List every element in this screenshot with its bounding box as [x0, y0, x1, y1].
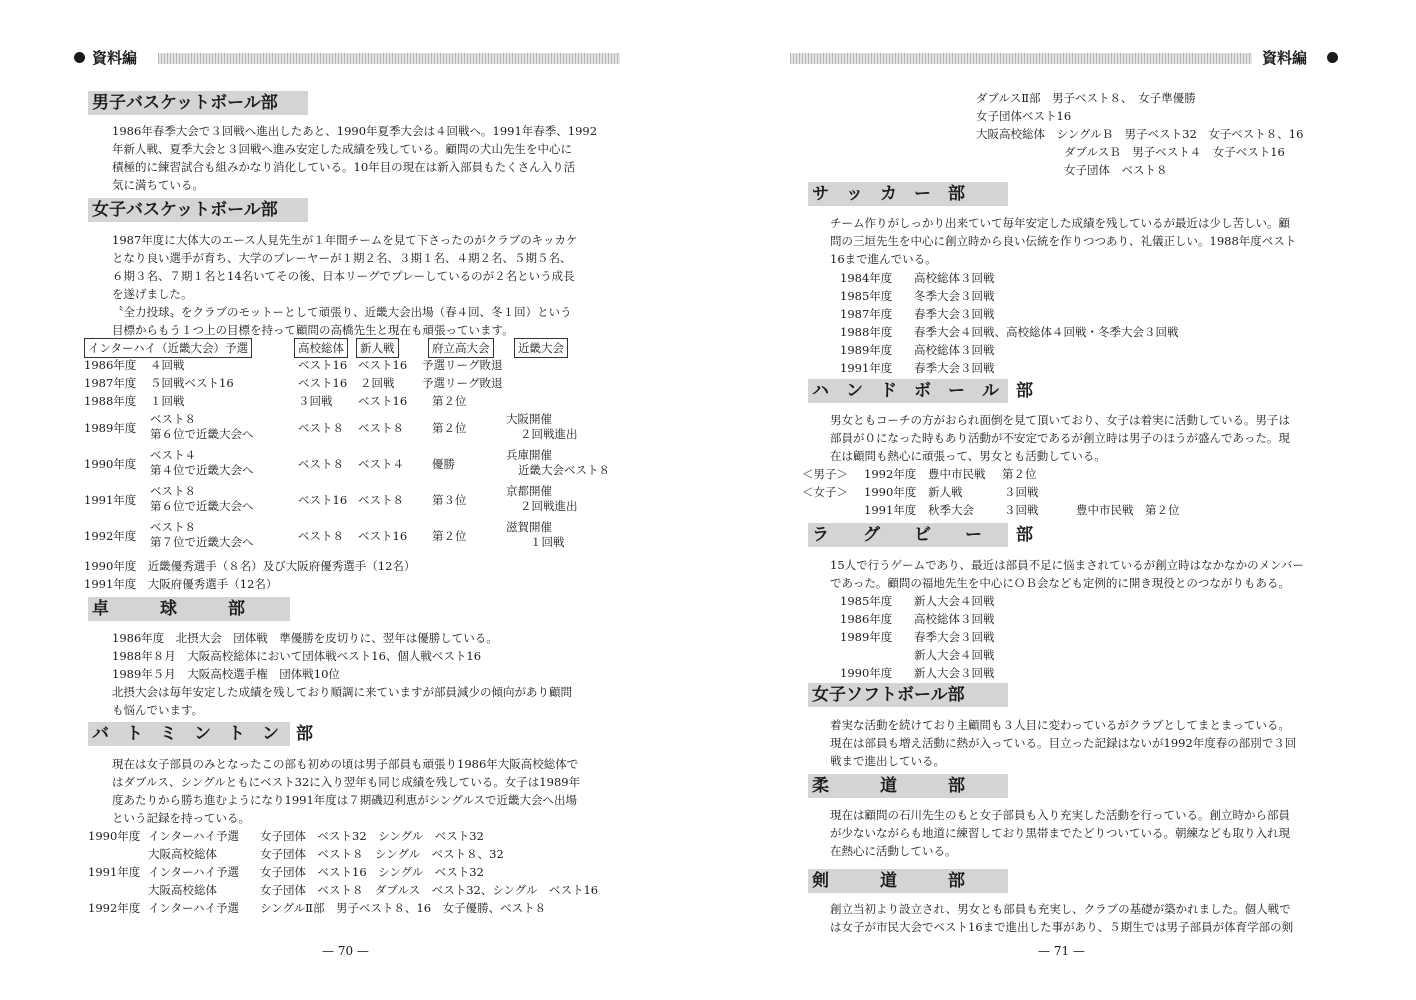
table-row [840, 593, 1320, 611]
award-line: 1991年度 大阪府優秀選手（12名） [84, 577, 278, 591]
cell-kinki: ２回戦進出 [520, 427, 578, 441]
cell-event: 新人戦 [928, 485, 963, 499]
cell-year: 1989年度 [84, 421, 137, 435]
cell-furitsu: 予選リーグ敗退 [422, 358, 503, 372]
cell-event: インターハイ予選 [148, 901, 239, 915]
header-rule [790, 53, 1252, 64]
text-line: 1986年春季大会で３回戦へ進出したあと、1990年夏季大会は４回戦へ。1991年春季、1992 [112, 124, 598, 138]
cell-gender: ＜男子＞ [802, 467, 848, 481]
text-line: という記録を持っている。 [112, 811, 250, 825]
cell-soutai: ベスト16 [298, 493, 348, 507]
header-soutai: 高校総体 [294, 338, 348, 358]
left-page-number: — 70 — [322, 944, 369, 958]
cell-result: 春季大会４回戦、高校総体４回戦・冬季大会３回戦 [914, 325, 1179, 339]
basket-women-table [84, 357, 624, 555]
cell-soutai: ベスト８ [298, 529, 344, 543]
cell-year: 1991年度 [84, 493, 137, 507]
table-row [84, 393, 624, 411]
cell-year: 1992年度 [864, 467, 917, 481]
cell-result: 新人大会４回戦 [914, 648, 995, 662]
table-row [840, 288, 1320, 306]
text-line: 着実な活動を続けており主顧問も３人目に変わっているがクラブとしてまとまっている。 [830, 718, 1290, 732]
text-line: 1986年度 北摂大会 団体戦 準優勝を皮切りに、翌年は優勝している。 [112, 631, 498, 645]
section-title-kendo: 剣 道 部 [808, 869, 1008, 893]
cell-kinki: 近畿大会ベスト８ [518, 463, 610, 477]
cell-result: 高校総体３回戦 [914, 343, 995, 357]
cell-inter: 第６位で近畿大会へ [150, 499, 254, 513]
table-row [84, 519, 624, 555]
cell-kinki: 兵庫開催 [506, 448, 552, 462]
cell-soutai: ３回戦 [298, 394, 333, 408]
text-line: も悩んでいます。 [112, 703, 204, 717]
text-line: であった。顧問の福地先生を中心にＯＢ会なども定例的に開き現役とのつながりもある。 [830, 576, 1290, 590]
section-title-basket-men: 男子バスケットボール部 [88, 91, 308, 115]
cell-event: 秋季大会 [928, 503, 974, 517]
table-row [840, 629, 1320, 647]
cell-result: 女子団体 ベスト16 シングル ベスト32 [260, 865, 484, 879]
text-line: 女子団体ベスト16 [976, 109, 1072, 123]
table-row [802, 484, 1322, 502]
table-row [840, 647, 1320, 665]
section-title-rugby: ラ グ ビ ー 部 [808, 523, 1008, 547]
cell-soutai: ベスト８ [298, 457, 344, 471]
text-line: ６期３名、７期１名と14名いてその後、日本リーグでプレーしているのが２名という成長 [112, 269, 575, 283]
cell-year: 1986年度 [84, 358, 137, 372]
cell-result: 高校総体３回戦 [914, 612, 995, 626]
text-line: 現在は女子部員のみとなったこの部も初めの頃は男子部員も頑張り1986年大阪高校総体で [112, 757, 579, 771]
table-row [840, 360, 1320, 378]
cell-inter: １回戦 [150, 394, 185, 408]
cell-furitsu: 第２位 [432, 421, 467, 435]
text-line: 度あたりから勝ち進むようになり1991年度は７期磯辺利恵がシングルスで近畿大会へ出場 [112, 793, 578, 807]
section-title-soccer: サ ッ カ ー 部 [808, 182, 1008, 206]
soccer-text [830, 214, 1296, 268]
judo-text [830, 806, 1290, 860]
badminton-records [88, 828, 628, 918]
cell-furitsu: 予選リーグ敗退 [422, 376, 503, 390]
table-row [88, 882, 628, 900]
cell-gender: ＜女子＞ [802, 485, 848, 499]
cell-year: 1984年度 [840, 271, 893, 285]
cell-year: 1991年度 [88, 865, 141, 879]
cell-furitsu: 優勝 [432, 457, 455, 471]
right-page [708, 0, 1416, 1000]
table-row [88, 828, 628, 846]
cell-kinki: ２回戦進出 [520, 499, 578, 513]
cell-event: インターハイ予選 [148, 865, 239, 879]
cell-kinki: 滋賀開催 [506, 520, 552, 534]
basket-women-awards [84, 557, 415, 593]
cell-event: 大阪高校総体 [148, 847, 217, 861]
section-title-judo: 柔 道 部 [808, 774, 1008, 798]
text-line: となり良い選手が育ち、大学のプレーヤーが１期２名、３期１名、４期２名、５期５名、 [112, 251, 572, 265]
cell-shinjin: ベスト８ [358, 421, 404, 435]
table-tennis-text [112, 629, 572, 719]
cell-furitsu: 第２位 [432, 529, 467, 543]
text-line: 1987年度に大体大のエース人見先生が１年間チームを見て下さったのがクラブのキッカケ [112, 233, 578, 247]
cell-shinjin: ベスト４ [358, 457, 404, 471]
cell-kinki: 大阪開催 [506, 412, 552, 426]
section-title-handball: ハ ン ド ボ ー ル 部 [808, 379, 1008, 403]
cell-result: 春季大会３回戦 [914, 630, 995, 644]
cell-result: 女子団体 ベスト32 シングル ベスト32 [260, 829, 484, 843]
cell-event: 豊中市民戦 [928, 467, 986, 481]
cell-kinki: １回戦 [530, 535, 565, 549]
text-line: 〝全力投球〟をクラブのモットーとして頑張り、近畿大会出場（春４回、冬１回）という [112, 305, 572, 319]
basket-men-text [112, 122, 597, 194]
table-row [84, 447, 624, 483]
cell-year: 1985年度 [840, 289, 893, 303]
text-line: 北摂大会は毎年安定した成績を残しており順調に来ていますが部員減少の傾向があり顧問 [112, 685, 572, 699]
badminton-text [112, 755, 580, 827]
cell-inter: ベスト８ [150, 484, 196, 498]
cell-year: 1987年度 [840, 307, 893, 321]
right-header [790, 47, 1338, 69]
cell-event: 大阪高校総体 [148, 883, 217, 897]
header-furitsu: 府立高大会 [428, 338, 494, 358]
table-row [84, 375, 624, 393]
cell-shinjin: ベスト８ [358, 493, 404, 507]
text-line: 在は顧問も熱心に頑張って、男女とも活動している。 [830, 449, 1106, 463]
header-bullet-icon [74, 52, 85, 63]
cell-result: 新人大会３回戦 [914, 666, 995, 680]
award-line: 1990年度 近畿優秀選手（８名）及び大阪府優秀選手（12名） [84, 559, 416, 573]
cell-year: 1987年度 [84, 376, 137, 390]
cell-inter: 第６位で近畿大会へ [150, 427, 254, 441]
header-bullet-icon [1327, 52, 1338, 63]
text-line: が少ないながらも地道に練習しており黒帯までたどりついている。朝練なども取り入れ現 [830, 826, 1290, 840]
cell-shinjin: ２回戦 [360, 376, 395, 390]
header-rule [158, 53, 620, 64]
basket-women-text [112, 231, 577, 339]
section-title-softball: 女子ソフトボール部 [808, 683, 1008, 707]
handball-text [830, 411, 1290, 465]
cell-furitsu: 第３位 [432, 493, 467, 507]
cell-year: 1985年度 [840, 594, 893, 608]
table-row [840, 324, 1320, 342]
cell-year: 1991年度 [864, 503, 917, 517]
soccer-records [840, 270, 1320, 378]
cell-year: 1988年度 [840, 325, 893, 339]
handball-records [802, 466, 1322, 520]
table-row [84, 357, 624, 375]
cell-year: 1986年度 [840, 612, 893, 626]
cell-year: 1989年度 [840, 630, 893, 644]
text-line: 15人で行うゲームであり、最近は部員不足に悩まされているが創立時はなかなかのメンバー [830, 558, 1304, 572]
text-line: 16まで進んでいる。 [830, 252, 937, 266]
text-line: ダブルスＢ 男子ベスト４ 女子ベスト16 [1064, 145, 1285, 159]
cell-inter: 第４位で近畿大会へ [150, 463, 254, 477]
header-shinjin: 新人戦 [356, 338, 399, 358]
cell-result: ３回戦 [1004, 485, 1039, 499]
cell-inter: ４回戦 [150, 358, 185, 372]
table-row [840, 270, 1320, 288]
section-title-table-tennis: 卓 球 部 [88, 597, 290, 621]
kendo-text [830, 900, 1293, 936]
cell-soutai: ベスト16 [298, 376, 348, 390]
rugby-records [840, 593, 1320, 683]
text-line: 在熱心に活動している。 [830, 844, 957, 858]
table-row [840, 611, 1320, 629]
text-line: チーム作りがしっかり出来ていて毎年安定した成績を残しているが最近は少し苦しい。顧 [830, 216, 1290, 230]
text-line: 目標からもう１つ上の目標を持って顧問の高橋先生と現在も頑張っています。 [112, 323, 514, 337]
section-title-basket-women: 女子バスケットボール部 [88, 198, 308, 222]
table-row [88, 900, 628, 918]
cell-result: シングルⅡ部 男子ベスト８、16 女子優勝、ベスト８ [260, 901, 547, 915]
cell-year: 1992年度 [88, 901, 141, 915]
text-line: 部員が０になった時もあり活動が不安定であるが創立時は男子のほうが盛んであった。現 [830, 431, 1290, 445]
cell-year: 1991年度 [840, 361, 893, 375]
cell-result: 新人大会４回戦 [914, 594, 995, 608]
cell-result: 女子団体 ベスト８ シングル ベスト８、32 [260, 847, 504, 861]
text-line: 1989年５月 大阪高校選手権 団体戦10位 [112, 667, 340, 681]
table-row [840, 665, 1320, 683]
text-line: 現在は部員も増え活動に熱が入っている。目立った記録はないが1992年度春の部別で３回 [830, 736, 1297, 750]
table-row [84, 483, 624, 519]
cell-shinjin: ベスト16 [358, 529, 408, 543]
cell-year: 1992年度 [84, 529, 137, 543]
cell-year: 1990年度 [88, 829, 141, 843]
cell-result: 女子団体 ベスト８ ダブルス ベスト32、シングル ベスト16 [260, 883, 599, 897]
cell-kinki: 京都開催 [506, 484, 552, 498]
text-line: 創立当初より設立され、男女とも部員も充実し、クラブの基礎が築かれました。個人戦で [830, 902, 1291, 916]
text-line: を遂げました。 [112, 287, 193, 301]
left-header [74, 47, 620, 69]
cell-furitsu: 第２位 [432, 394, 467, 408]
continued-records [976, 89, 1303, 179]
text-line: 戦まで進出している。 [830, 754, 945, 768]
cell-result: 高校総体３回戦 [914, 271, 995, 285]
text-line: はダブルス、シングルともにベスト32に入り翌年も同じ成績を残している。女子は1989年 [112, 775, 581, 789]
cell-result: 春季大会３回戦 [914, 361, 995, 375]
table-row [840, 342, 1320, 360]
text-line: 問の三垣先生を中心に創立時から良い伝統を作りつつあり、礼儀正しい。1988年度ベスト [830, 234, 1297, 248]
cell-year: 1990年度 [864, 485, 917, 499]
table-row [802, 502, 1322, 520]
text-line: 積極的に練習試合も組みかなり消化している。10年目の現在は新入部員もたくさん入り活 [112, 160, 576, 174]
cell-soutai: ベスト16 [298, 358, 348, 372]
cell-result: ３回戦 [1004, 503, 1039, 517]
text-line: は女子が市民大会でベスト16まで進出した事があり、５期生では男子部員が体育学部の剣 [830, 920, 1294, 934]
left-header-label: 資料編 [92, 49, 138, 67]
softball-text [830, 716, 1296, 770]
cell-inter: 第７位で近畿大会へ [150, 535, 254, 549]
cell-result: 第２位 [1002, 467, 1037, 481]
text-line: 大阪高校総体 シングルＢ 男子ベスト32 女子ベスト８、16 [976, 127, 1304, 141]
cell-inter: ５回戦ベスト16 [150, 376, 234, 390]
cell-year: 1989年度 [840, 343, 893, 357]
cell-year: 1988年度 [84, 394, 137, 408]
cell-extra: 豊中市民戦 第２位 [1076, 503, 1180, 517]
header-kinki: 近畿大会 [514, 338, 568, 358]
table-row [840, 306, 1320, 324]
text-line: 男女ともコーチの方がおられ面倒を見て頂いており、女子は着実に活動している。男子は [830, 413, 1290, 427]
text-line: ダブルスⅡ部 男子ベスト８、 女子準優勝 [976, 91, 1196, 105]
header-inter-high: インターハイ（近畿大会）予選 [84, 338, 252, 358]
table-row [802, 466, 1322, 484]
rugby-text [830, 556, 1304, 592]
cell-year: 1990年度 [840, 666, 893, 680]
cell-shinjin: ベスト16 [358, 394, 408, 408]
text-line: 女子団体 ベスト８ [1064, 163, 1168, 177]
table-row [88, 864, 628, 882]
cell-shinjin: ベスト16 [358, 358, 408, 372]
cell-year: 1990年度 [84, 457, 137, 471]
cell-soutai: ベスト８ [298, 421, 344, 435]
cell-inter: ベスト８ [150, 520, 196, 534]
right-page-number: — 71 — [1038, 944, 1085, 958]
text-line: 気に満ちている。 [112, 178, 204, 192]
table-row [84, 411, 624, 447]
cell-inter: ベスト８ [150, 412, 196, 426]
section-title-badminton: バ ト ミ ン ト ン 部 [88, 722, 290, 746]
table-row [88, 846, 628, 864]
text-line: 年新人戦、夏季大会と３回戦へ進み安定した成績を残している。顧問の犬山先生を中心に [112, 142, 572, 156]
cell-event: インターハイ予選 [148, 829, 239, 843]
right-header-label: 資料編 [1262, 49, 1308, 67]
cell-inter: ベスト４ [150, 448, 196, 462]
cell-result: 冬季大会３回戦 [914, 289, 995, 303]
cell-result: 春季大会３回戦 [914, 307, 995, 321]
text-line: 現在は顧問の石川先生のもと女子部員も入り充実した活動を行っている。創立時から部員 [830, 808, 1290, 822]
text-line: 1988年８月 大阪高校総体において団体戦ベスト16、個人戦ベスト16 [112, 649, 482, 663]
